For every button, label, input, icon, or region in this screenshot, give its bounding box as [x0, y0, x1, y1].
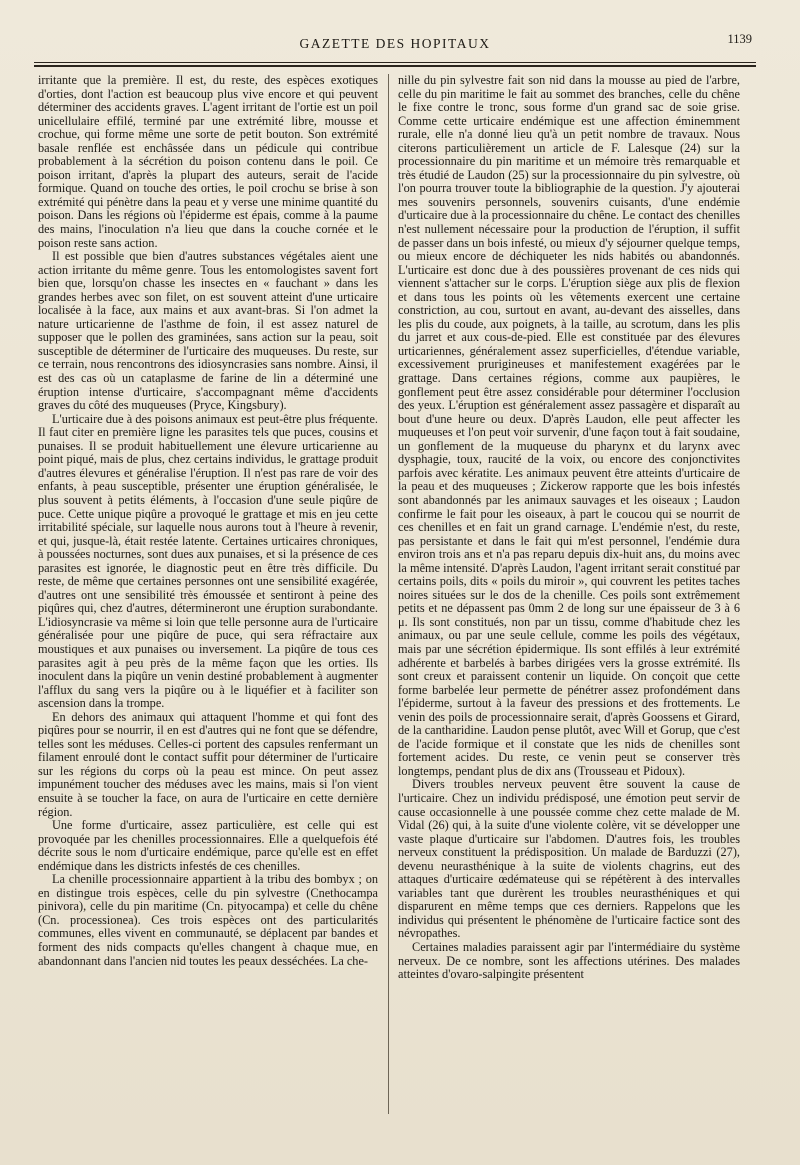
page-number: 1139 — [727, 32, 752, 46]
left-column — [38, 74, 378, 968]
paragraph: Il est possible que bien d'autres substances végétales aient une action irritante du même genre. Tous les entomologistes savent fort bien que, lorsqu'on chasse les insectes en « fauchant » dans les grandes herbes avec son filet, on est souvent atteint d'une urticaire localisée à la face, aux mains et aux avant-bras. Si l'on admet la nature urticarienne de l'asthme de foin, il est assez naturel de supposer que le pollen des graminées, sans action sur la peau, soit susceptible de déterminer de l'urticaire des muqueuses. Du reste, sur ce terrain, nous rencontrons des idiosyncrasies sans nombre. Ainsi, il est des cas où un cataplasme de farine de lin a déterminé une éruption intense d'urticaire, s'accompagnant même d'accidents graves du côté des muqueuses (Pryce, Kingsbury). — [38, 249, 378, 413]
header-rule-thick — [34, 65, 756, 67]
column-divider — [388, 74, 389, 1114]
paragraph: L'urticaire due à des poisons animaux est peut-être plus fréquente. Il faut citer en première ligne les parasites tels que puces, cousins et punaises. Il se produit habituellement une élevure urticarienne au point piqué, mais de plus, chez certains individus, le grattage produit d'autres élevures et généralise l'éruption. Il n'est pas rare de voir des enfants, à peau susceptible, présenter une éruption généralisée, le plus souvent à petits éléments, à l'occasion d'une seule piqûre de puce. Cette unique piqûre a provoqué le grattage et mis en jeu cette irritabilité spéciale, sur laquelle nous aurons tout à l'heure à revenir, et qui, jusque-là, était restée latente. Certaines urticaires chroniques, à poussées nocturnes, sont dues aux punaises, et si la présence de ces parasites est ignorée, le diagnostic peut en être très difficile. Du reste, de même que certaines personnes ont une sensibilité exagérée, d'autres ont une sensibilité très émoussée et sentiront à peine des piqûres qui, chez d'autres, détermineront une éruption surabondante. L'idiosyncrasie va même si loin que telle personne aura de l'urticaire généralisée pour une piqûre de puce, qui sera réfractaire aux moustiques et aux punaises ou inversement. La piqûre de tous ces parasites agit à peu près de la même façon que les orties. Ils inoculent dans la piqûre un venin destiné probablement à augmenter l'afflux du sang vers la piqûre ou à le liquéfier et à faciliter son ascension dans la trompe. — [38, 411, 378, 711]
header-rule — [34, 62, 756, 63]
running-head: GAZETTE DES HOPITAUX — [299, 36, 491, 51]
paragraph: Une forme d'urticaire, assez particulière, est celle qui est provoquée par les chenilles processionnaires. Elle a quelquefois été décrite sous le nom d'urticaire endémique, parce qu'elle est en effet endémique dans les districts infestés de ces chenilles. — [38, 818, 378, 873]
right-column — [398, 74, 740, 982]
paragraph: Divers troubles nerveux peuvent être souvent la cause de l'urticaire. Chez un individu prédisposé, une émotion peut servir de cause occasionnelle à une poussée comme chez cette malade de M. Vidal (26) qui, à la suite d'une violente colère, vit se développer une vaste plaque d'urticaire sur l'abdomen. D'autres fois, les troubles nerveux constituent la prédisposition. Un malade de Barduzzi (27), devenu neurasthénique à la suite de violents chagrins, eut des attaques d'urticaire œdémateuse qui se répétèrent à des intervalles variables tant que durèrent les troubles neurasthéniques et qui disparurent en même temps que ces derniers. Rappelons que les individus qui présentent le phénomène de l'urticaire factice sont des névropathes. — [398, 777, 740, 941]
paragraph: nille du pin sylvestre fait son nid dans la mousse au pied de l'arbre, celle du pin maritime le fait au sommet des branches, celle du chêne le fixe contre le tronc, sous forme d'un grand sac de soie grise. Comme cette urticaire endémique est une affection éminemment rurale, elle n'a donné lieu qu'à un petit nombre de travaux. Nous citerons particulièrement un article de F. Lalesque (24) sur la processionnaire du pin maritime et un mémoire très remarquable et très étudié de Laudon (25) sur la processionnaire du pin sylvestre, où l'on pourra trouver toute la bibliographie de la question. J'y ajouterai mes souvenirs personnels, souvenirs cuisants, d'une endémie d'urticaire due à la processionnaire du chêne. Le contact des chenilles n'est nullement nécessaire pour la production de l'éruption, il suffit de passer dans un bois infesté, ou mieux d'y séjourner quelque temps, ou mieux encore de déchiqueter les nids habités ou abandonnés. L'urticaire est donc due à des poussières provenant de ces nids qui viennent s'attacher sur le corps. L'éruption siège aux plis de flexion et dans tous les points où les vêtements exercent une certaine constriction, au cou, surtout en avant, au-devant des aisselles, dans les plis du coude, aux poignets, à la taille, au scrotum, dans les plis du jarret et aux cous-de-pied. Elle est constituée par des élevures urticariennes, généralement assez superficielles, d'étendue variable, excessivement prurigineuses et manifestement exagérées par le grattage. Dans certaines régions, comme aux paupières, le gonflement peut être assez considérable pour déterminer l'occlusion des yeux. L'éruption est généralement assez passagère et disparaît au bout d'une heure ou deux. D'après Laudon, elle peut affecter les muqueuses et l'on peut voir survenir, d'une façon tout à fait soudaine, un gonflement de la muqueuse du pharynx et du larynx avec dysphagie, toux, raucité de la voix, ou encore des conjonctivites parfois avec kératite. Les animaux peuvent être atteints d'urticaire de la peau et des muqueuses ; Zickerow rapporte que les bois infestés sont abandonnés par les animaux sauvages et les oiseaux ; Laudon confirme le fait pour les oiseaux, à part le coucou qui se nourrit de ces chenilles et en fait un grand carnage. L'endémie n'est, du reste, pas persistante et dans le fait qui m'est personnel, l'endémie dura environ trois ans et n'a pas reparu depuis dix-huit ans, du moins avec la même intensité. D'après Laudon, l'agent irritant serait constitué par certains poils, dits « poils du miroir », qui couvrent les petites taches noires situées sur le dos de la chenille. Ces poils sont extrêmement petits et ne dépassent pas 0mm 2 de long sur une épaisseur de 3 à 6 μ. Ils sont constitués, non par un tissu, comme d'habitude chez les animaux, ou par une seule cellule, comme les poils des végétaux, mais par une sécrétion épidermique. Ils sont effilés à leur extrémité adhérente et barbelés à barbes dirigées vers la grosse extrémité. Ils sont creux et paraissent contenir un liquide. On conçoit que cette forme barbelée leur permette de pénétrer assez profondément dans l'épiderme, surtout à la faveur des pressions et des frottements. Le venin des poils de processionnaire serait, d'après Goossens et Girard, de la cantharidine. Laudon pense plutôt, avec Will et Gorup, que c'est de l'acide formique et il constate que les nids de chenilles sont fortement acides. Du reste, ce venin peut se conserver très longtemps, pendant plus de dix ans (Trousseau et Pidoux). — [398, 73, 741, 778]
page-header — [34, 30, 756, 60]
paragraph: En dehors des animaux qui attaquent l'homme et qui font des piqûres pour se nourrir, il en est d'autres qui ne font que se défendre, telles sont les méduses. Celles-ci portent des capsules renfermant un filament enroulé dont le contact suffit pour déterminer de l'urticaire sur les régions du corps où la peau est mince. On peut assez impunément toucher des méduses avec les mains, mais si l'on vient ensuite à se toucher la face, on aura de l'urticaire en cette dernière région. — [38, 709, 378, 819]
paragraph: irritante que la première. Il est, du reste, des espèces exotiques d'orties, dont l'action est beaucoup plus vive encore et qui peuvent déterminer des accidents graves. L'agent irritant de l'ortie est un poil unicellulaire effilé, terminé par une extrémité libre, mousse et crochue, qui forme même une sorte de petit bouton. Son extrémité basale renflée est enchâssée dans un pédicule qui contribue probablement à la sécrétion du poison contenu dans le poil. Ce poison irritant, d'après la plupart des auteurs, serait de l'acide formique. Quand on touche des orties, le poil crochu se brise à son extrémité qui pénètre dans la peau et y verse une minime quantité du poison. Dans les régions où l'épiderme est épais, comme à la paume des mains, l'inoculation n'a lieu que dans la couche cornée et le poison reste sans action. — [38, 73, 378, 250]
paragraph: Certaines maladies paraissent agir par l'intermédiaire du système nerveux. De ce nombre, sont les affections utérines. Des malades atteintes d'ovaro-salpingite présentent — [398, 940, 740, 982]
paragraph: La chenille processionnaire appartient à la tribu des bombyx ; on en distingue trois espèces, celle du pin sylvestre (Cnethocampa pinivora), celle du pin maritime (Cn. pityocampa) et celle du chêne (Cn. processionea). Ces trois espèces ont des particularités communes, elles vivent en communauté, se déplacent par bandes et forment des nids compacts qu'elles changent à chaque mue, en abandonnant dans l'ancien nid toutes les peaux desséchées. La che- — [38, 872, 378, 968]
